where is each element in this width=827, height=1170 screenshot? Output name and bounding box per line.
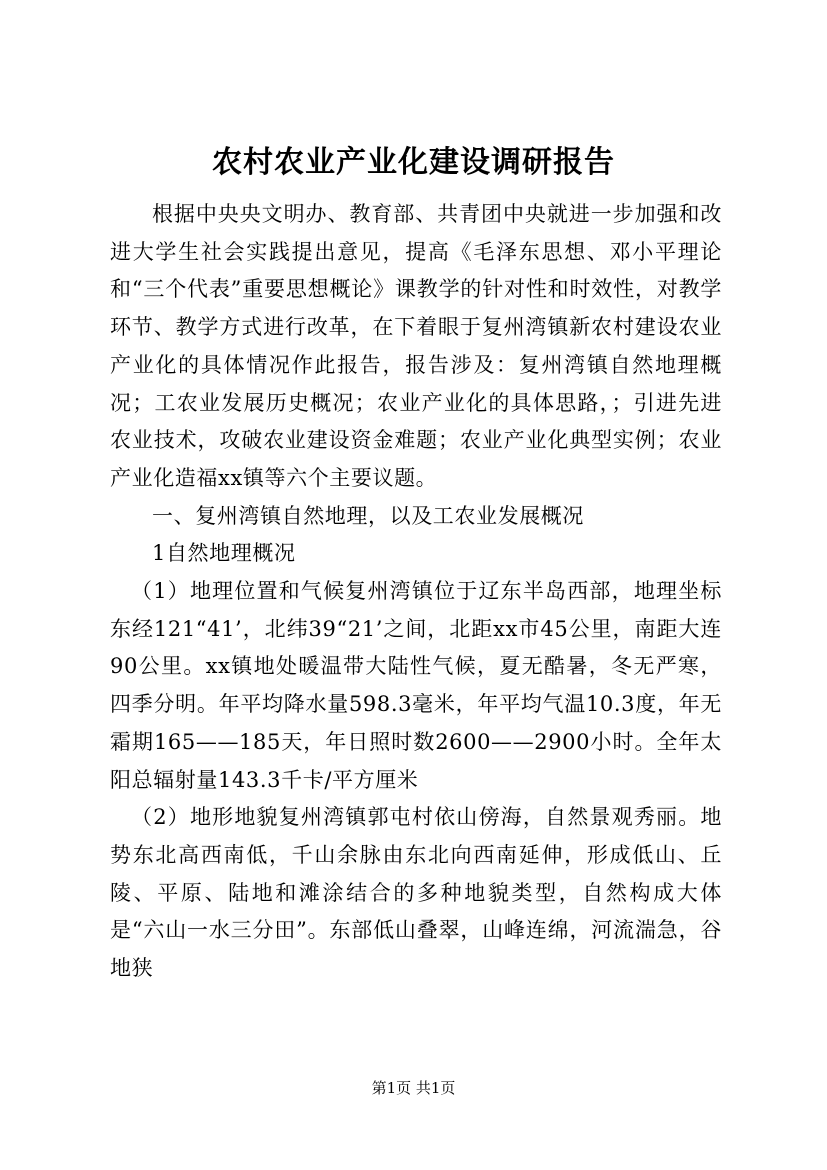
terrain-paragraph: （2）地形地貌复州湾镇郭屯村依山傍海，自然景观秀丽。地势东北高西南低，千山余脉由东北向西南延伸，形成低山、丘陵、平原、陆地和滩涂结合的多种地貌类型，自然构成大体是“六山一水三分田”。东部低山叠翠，山峰连绵，河流湍急，谷地狭 xyxy=(110,805,722,981)
location-climate-paragraph: （1）地理位置和气候复州湾镇位于辽东半岛西部，地理坐标东经121“41’，北纬39“21’之间，北距xx市45公里，南距大连90公里。xx镇地处暖温带大陆性气候，夏无酷暑，冬无严寒，四季分明。年平均降水量598.3毫米，年平均气温10.3度，年无霜期165——185天，年日照时数2600——2900小时。全年太阳总辐射量143.3千卡/平方厘米 xyxy=(110,579,722,792)
intro-paragraph: 根据中央央文明办、教育部、共青团中央就进一步加强和改进大学生社会实践提出意见，提高《毛泽东思想、邓小平理论和“三个代表”重要思想概论》课教学的针对性和时效性，对教学环节、教学方式进行改革，在下着眼于复州湾镇新农村建设农业产业化的具体情况作此报告，报告涉及：复州湾镇自然地理概况；工农业发展历史概况；农业产业化的具体思路，；引进先进农业技术，攻破农业建设资金难题；农业产业化典型实例；农业产业化造福xx镇等六个主要议题。 xyxy=(110,202,722,490)
section-heading: 一、复州湾镇自然地理，以及工农业发展概况 xyxy=(152,503,584,528)
document-body xyxy=(110,196,722,988)
page-footer: 第1页 共1页 xyxy=(371,1079,456,1097)
subsection-heading: 1自然地理概况 xyxy=(152,541,296,566)
document-title: 农村农业产业化建设调研报告 xyxy=(212,145,615,180)
